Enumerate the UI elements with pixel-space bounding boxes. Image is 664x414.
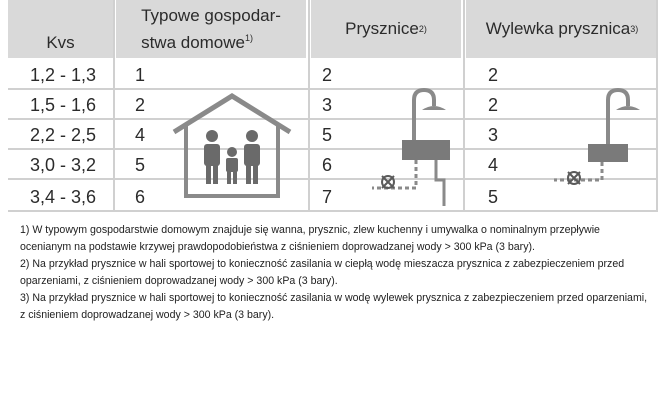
header-kvs-label: Kvs: [46, 33, 75, 52]
cell-households: 1: [135, 65, 146, 85]
row-divider: [8, 210, 658, 212]
cell-spouts: 3: [488, 125, 499, 145]
header-showers-label: Prysznice: [345, 19, 419, 38]
cell-showers: 7: [322, 187, 333, 207]
cell-spouts: 5: [488, 187, 499, 207]
header-shower-spout-label: Wylewka prysznica: [485, 19, 631, 38]
cell-showers: 6: [322, 155, 333, 175]
cell-spouts: 2: [488, 95, 499, 115]
cell-kvs: 2,2 - 2,5: [30, 125, 97, 145]
cell-kvs: 3,0 - 3,2: [30, 155, 97, 175]
cell-kvs: 3,4 - 3,6: [30, 187, 97, 207]
house-family-icon: [168, 92, 296, 200]
header-households-line1: Typowe gospodar-: [141, 6, 281, 25]
footnote-marker-3: 3): [630, 24, 639, 34]
cell-showers: 2: [322, 65, 333, 85]
cell-showers: 3: [322, 95, 333, 115]
header-shower-spout: [466, 0, 658, 58]
footnote-1: 1) W typowym gospodarstwie domowym znajduje się wanna, prysznic, zlew kuchenny i umywalka o nominalnym przepływie ocenianym na podstawie krzywej prawdopodobieństwa z ciśnieniem doprowadzanej wody > 300 kPa (3 bary).: [20, 224, 600, 253]
cell-households: 5: [135, 155, 146, 175]
shower-spout-icon: [544, 86, 644, 208]
cell-kvs: 1,5 - 1,6: [30, 95, 97, 115]
cell-spouts: 4: [488, 155, 499, 175]
shower-mixer-icon: [358, 86, 458, 208]
cell-showers: 5: [322, 125, 333, 145]
footnote-2: 2) Na przykład prysznice w hali sportowej to konieczność zasilania w ciepłą wodę mieszacza prysznica z zabezpieczeniem przed oparzeniami, z ciśnieniem doprowadzanej wody > 300 kPa (3 bary).: [20, 258, 625, 287]
header-households-line2: stwa domowe: [141, 33, 245, 52]
cell-households: 4: [135, 125, 146, 145]
cell-kvs: 1,2 - 1,3: [30, 65, 97, 85]
cell-spouts: 2: [488, 65, 499, 85]
kvs-table: [8, 0, 658, 212]
footnote-3: 3) Na przykład prysznice w hali sportowej to konieczność zasilania w wodę wylewek prysznica z zabezpieczeniem przed oparzeniami, z ciśnieniem doprowadzanej wody > 300 kPa (3 bary).: [20, 292, 648, 321]
footnote-marker-2: 2): [418, 24, 427, 34]
footnote-marker-1: 1): [245, 33, 254, 43]
footnotes: [20, 222, 650, 324]
cell-households: 6: [135, 187, 146, 207]
header-showers: [311, 0, 461, 58]
header-kvs: [8, 0, 113, 58]
cell-households: 2: [135, 95, 146, 115]
header-households: [116, 0, 306, 58]
